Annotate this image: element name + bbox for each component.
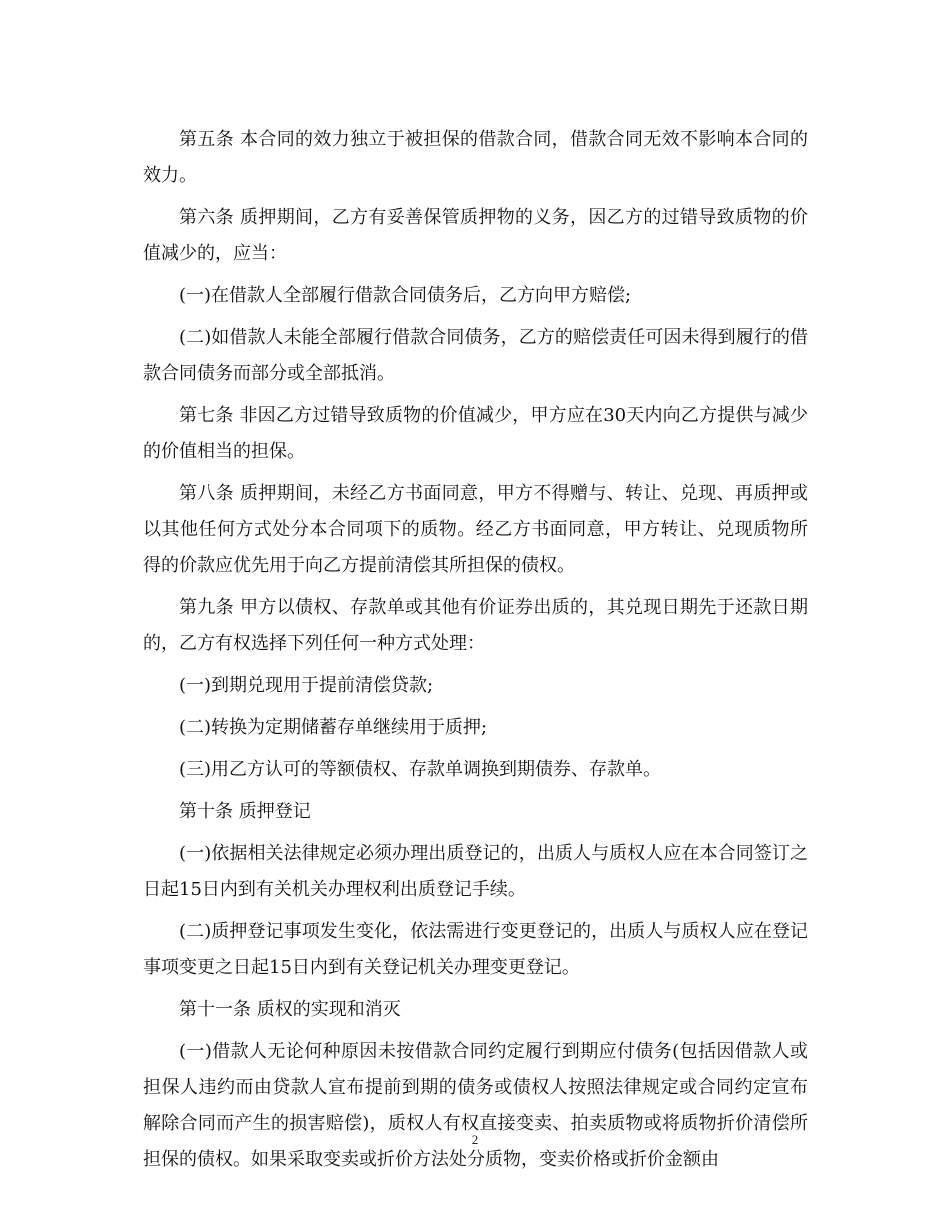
- paragraph-article-10-heading: 第十条 质押登记: [179, 801, 311, 822]
- paragraph-article-6-item-2: (二)如借款人未能全部履行借款合同债务，乙方的赔偿责任可因未得到履行的借款合同债务而部分或全部抵消。: [143, 327, 808, 384]
- paragraph-article-9-item-2: (二)转换为定期储蓄存单继续用于质押;: [179, 717, 488, 738]
- paragraph-article-9-item-1: (一)到期兑现用于提前清偿贷款;: [179, 675, 434, 696]
- paragraph-article-11-item-1: (一)借款人无论何种原因未按借款合同约定履行到期应付债务(包括因借款人或担保人违约而由贷款人宣布提前到期的债务或债权人按照法律规定或合同约定宣布解除合同而产生的损害赔偿)，质权人有权直接变卖、拍卖质物或将质物折价清偿所担保的债权。如果采取变卖或折价方法处分质物，变卖价格或折价金额由: [143, 1041, 808, 1170]
- paragraph-article-5: 第五条 本合同的效力独立于被担保的借款合同，借款合同无效不影响本合同的效力。: [143, 129, 808, 186]
- paragraph-article-10-item-2: (二)质押登记事项发生变化，依法需进行变更登记的，出质人与质权人应在登记事项变更之日起15日内到有关登记机关办理变更登记。: [143, 921, 808, 978]
- paragraph-article-8: 第八条 质押期间，未经乙方书面同意，甲方不得赠与、转让、兑现、再质押或以其他任何方式处分本合同项下的质物。经乙方书面同意，甲方转让、兑现质物所得的价款应优先用于向乙方提前清偿其所担保的债权。: [143, 483, 808, 576]
- paragraph-article-10-item-1: (一)依据相关法律规定必须办理出质登记的，出质人与质权人应在本合同签订之日起15日内到有关机关办理权利出质登记手续。: [143, 843, 808, 900]
- paragraph-article-9: 第九条 甲方以债权、存款单或其他有价证券出质的，其兑现日期先于还款日期的，乙方有权选择下列任何一种方式处理：: [143, 597, 808, 654]
- document-body: [143, 122, 808, 1184]
- paragraph-article-6-item-1: (一)在借款人全部履行借款合同债务后，乙方向甲方赔偿;: [179, 285, 632, 306]
- paragraph-article-7: 第七条 非因乙方过错导致质物的价值减少，甲方应在30天内向乙方提供与减少的价值相当的担保。: [143, 405, 808, 462]
- paragraph-article-11-heading: 第十一条 质权的实现和消灭: [179, 999, 401, 1020]
- paragraph-article-9-item-3: (三)用乙方认可的等额债权、存款单调换到期债券、存款单。: [179, 759, 662, 780]
- page-number: 2: [471, 1132, 479, 1147]
- paragraph-article-6: 第六条 质押期间，乙方有妥善保管质押物的义务，因乙方的过错导致质物的价值减少的，应当：: [143, 207, 808, 264]
